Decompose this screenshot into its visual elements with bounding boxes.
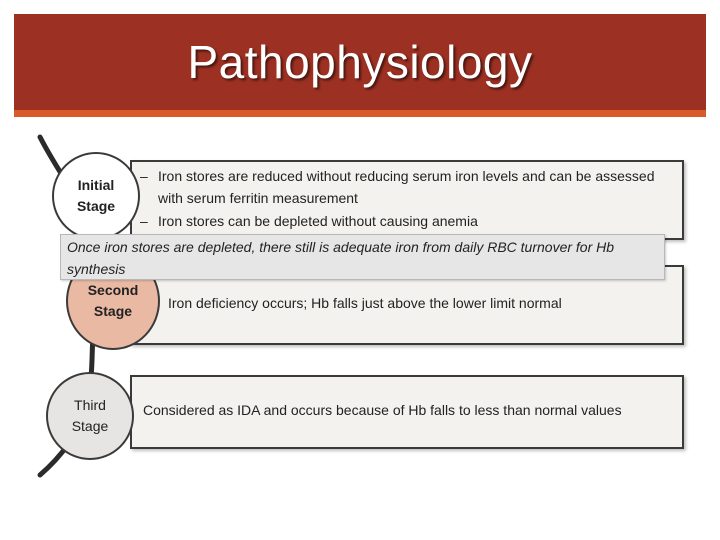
third-stage-circle bbox=[46, 372, 134, 460]
bullet-text: Iron stores can be depleted without causing anemia bbox=[158, 212, 478, 229]
stage-label-line1: Second bbox=[87, 282, 139, 298]
stage-label-line2: Stage bbox=[76, 198, 116, 214]
initial-stage-bullets bbox=[140, 165, 660, 232]
slide-title: Pathophysiology bbox=[187, 36, 533, 88]
bullet-item bbox=[140, 210, 660, 232]
stage-label-line1: Initial bbox=[77, 177, 115, 193]
title-bar bbox=[14, 14, 706, 110]
initial-stage-circle bbox=[52, 152, 140, 240]
bullet-dash: – bbox=[140, 168, 148, 184]
accent-line bbox=[14, 110, 706, 117]
stage-label-line2: Stage bbox=[93, 303, 133, 319]
second-stage-text: Iron deficiency occurs; Hb falls just above the lower limit normal bbox=[168, 295, 562, 311]
callout-note: Once iron stores are depleted, there still is adequate iron from daily RBC turnover for Hb synthesis bbox=[60, 234, 665, 280]
bullet-item bbox=[140, 165, 660, 210]
stage-label-line2: Stage bbox=[71, 418, 109, 434]
bullet-dash: – bbox=[140, 212, 148, 229]
bullet-text: Iron stores are reduced without reducing serum iron levels and can be assessed with serum ferritin measurement bbox=[158, 168, 655, 207]
third-stage-text: Considered as IDA and occurs because of Hb falls to less than normal values bbox=[143, 402, 622, 418]
stage-label-line1: Third bbox=[74, 397, 106, 413]
